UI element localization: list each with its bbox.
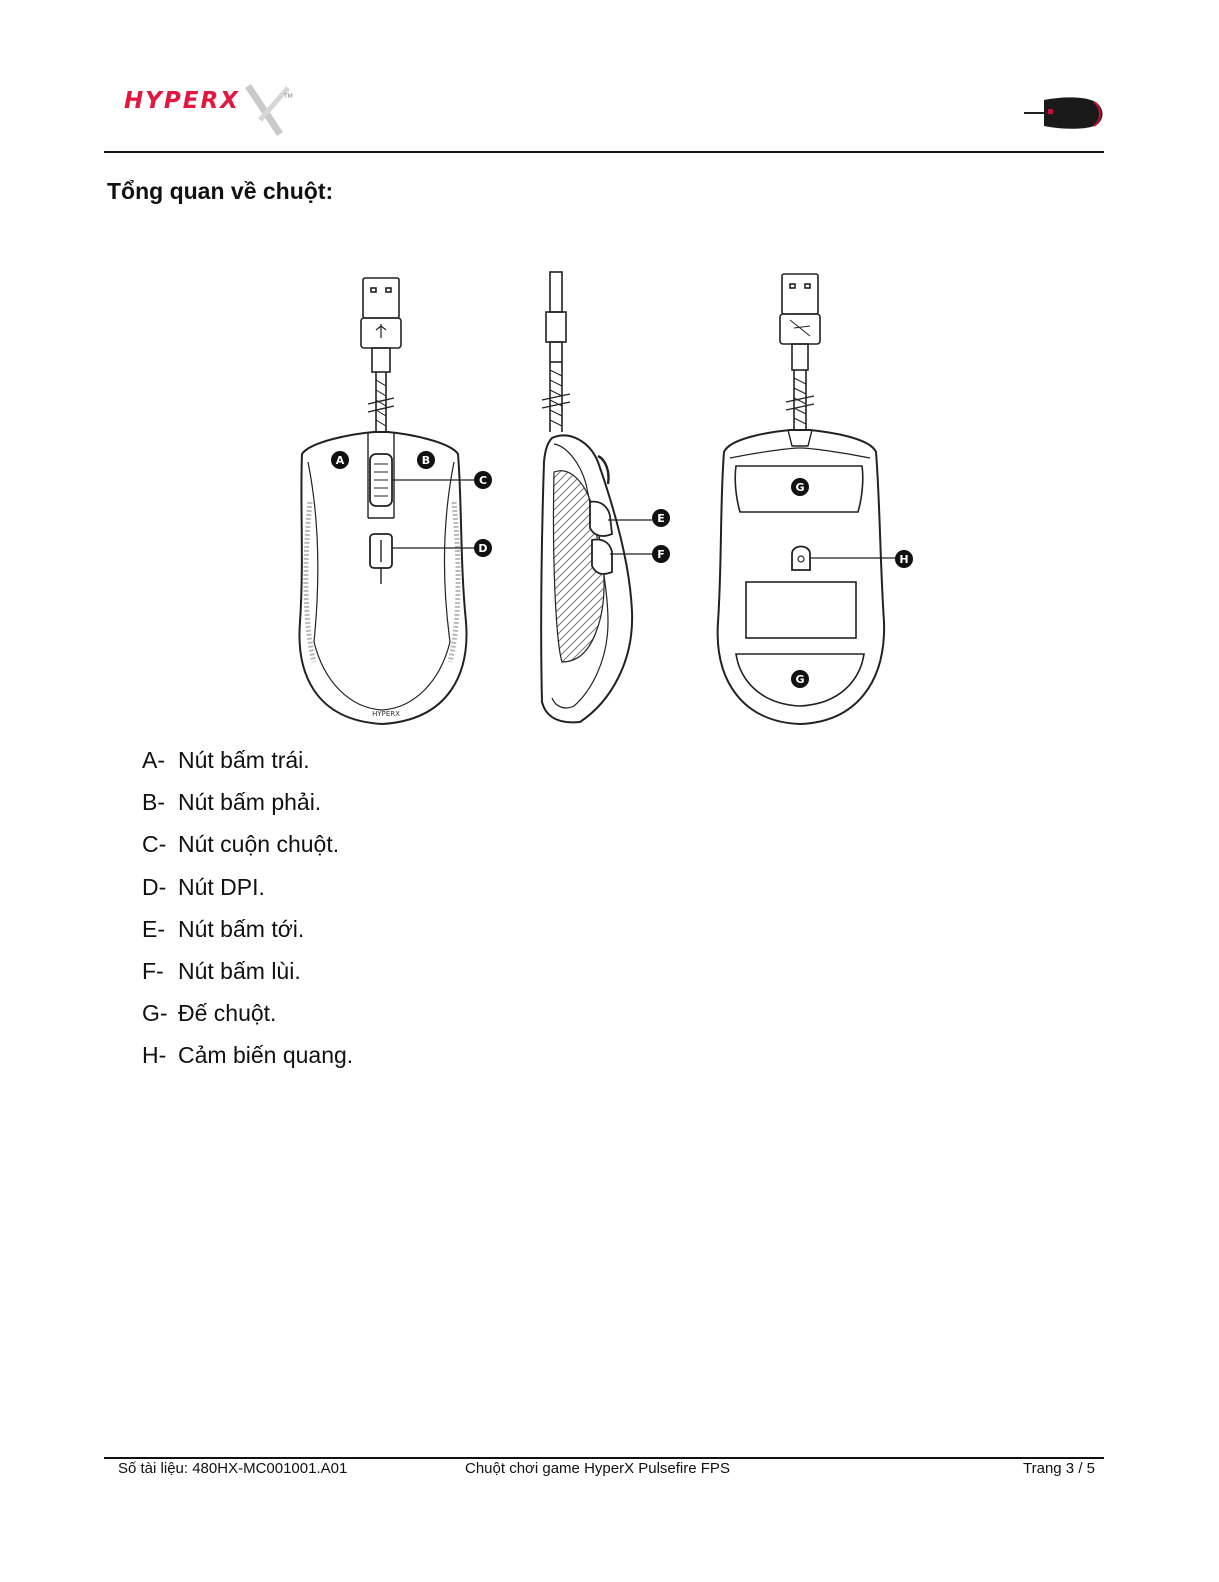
logo-text: HYPERX [124,88,240,114]
legend-letter: C- [142,831,167,858]
hyperx-logo [120,82,300,142]
legend-item [142,786,353,828]
callout-h [895,550,913,568]
callout-e [652,509,670,527]
footer-product: Chuột chơi game HyperX Pulsefire FPS [465,1460,730,1477]
svg-text:H: H [899,553,909,566]
callout-f [652,545,670,563]
legend-text: Nút DPI. [178,873,265,900]
legend-item [142,955,353,997]
mouse-icon [1024,94,1104,132]
mouse-diagram [290,262,930,732]
legend-item [142,1039,353,1081]
legend-text: Nút bấm lùi. [178,957,301,984]
svg-text:G: G [795,673,805,686]
legend-text: Nút bấm phải. [178,789,322,816]
legend-item [142,871,353,913]
svg-text:F: F [657,548,665,561]
callout-g-top [791,478,809,496]
legend-letter: H- [142,1042,167,1069]
footer-page-number: Trang 3 / 5 [1023,1460,1095,1477]
callout-d [474,539,492,557]
legend-item [142,744,353,786]
legend-text: Nút bấm tới. [178,915,305,942]
svg-text:B: B [421,454,431,467]
engraving-text: HYPERX [372,710,400,718]
svg-text:D: D [478,542,488,555]
callout-c [474,471,492,489]
page-title: Tổng quan về chuột: [107,178,334,204]
legend-letter: F- [142,957,164,984]
svg-text:E: E [657,512,665,525]
svg-text:A: A [335,454,345,467]
svg-text:G: G [795,481,805,494]
callout-b [417,451,435,469]
legend-item [142,913,353,955]
footer-rule [104,1457,1104,1459]
legend-letter: D- [142,873,167,900]
callout-a [331,451,349,469]
legend-letter: A- [142,747,165,773]
svg-text:C: C [478,474,488,487]
legend-letter: B- [142,789,165,816]
mouse-side-view [541,272,652,722]
svg-text:TM: TM [284,93,293,100]
legend-letter: E- [142,915,165,942]
header-rule [104,151,1104,153]
callout-g-bottom [791,670,809,688]
legend-text: Nút cuộn chuột. [178,831,340,858]
footer-doc-number: Số tài liệu: 480HX-MC001001.A01 [118,1460,348,1477]
legend-letter: G- [142,1000,168,1027]
mouse-bottom-view [718,274,900,724]
legend-item [142,997,353,1039]
legend-list [142,744,353,1082]
legend-text: Nút bấm trái. [178,747,310,773]
legend-text: Đế chuột. [178,1000,277,1027]
legend-item [142,828,353,870]
mouse-top-view [299,278,474,724]
legend-text: Cảm biến quang. [178,1042,354,1069]
